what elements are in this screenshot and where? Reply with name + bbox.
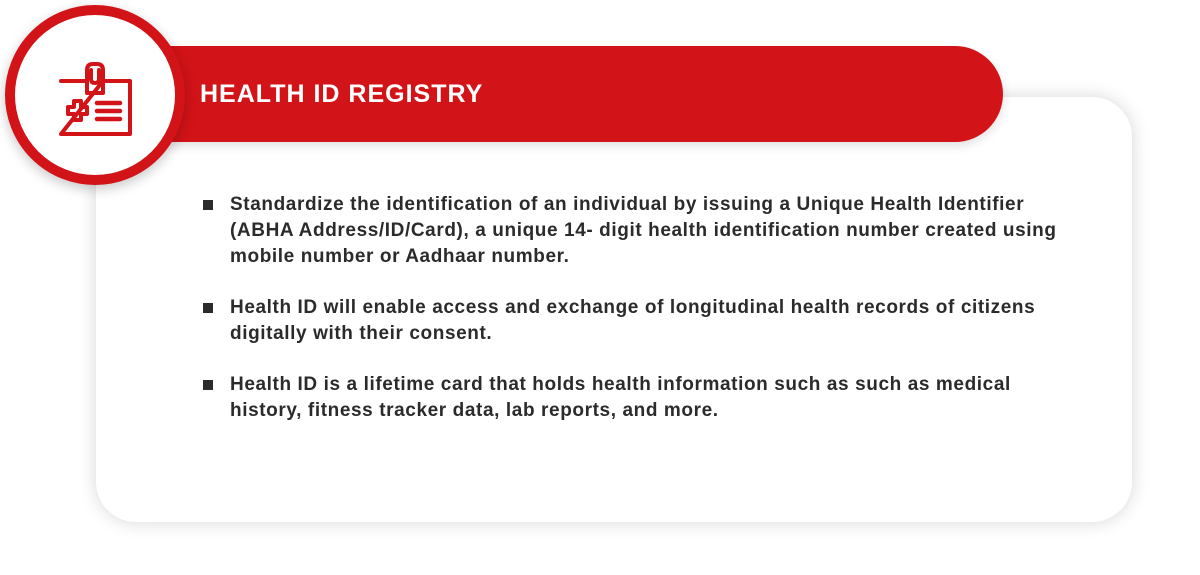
list-item [202,192,1072,270]
list-item [202,295,1072,347]
list-item-text: Health ID will enable access and exchange of longitudinal health records of citizens digitally with their consent. [230,297,1036,344]
bullet-list [202,192,1072,449]
square-bullet-icon [203,200,213,210]
list-item-text: Health ID is a lifetime card that holds health information such as such as medical history, fitness tracker data, lab reports, and more. [230,374,1011,421]
page-title: HEALTH ID REGISTRY [200,80,484,108]
square-bullet-icon [203,303,213,313]
health-id-card-icon [50,50,140,140]
square-bullet-icon [203,380,213,390]
list-item [202,372,1072,424]
icon-badge [5,5,185,185]
list-item-text: Standardize the identification of an individual by issuing a Unique Health Identifier (ABHA Address/ID/Card), a unique 14- digit health identification number created using mobile number or Aadhaar number. [230,194,1057,267]
